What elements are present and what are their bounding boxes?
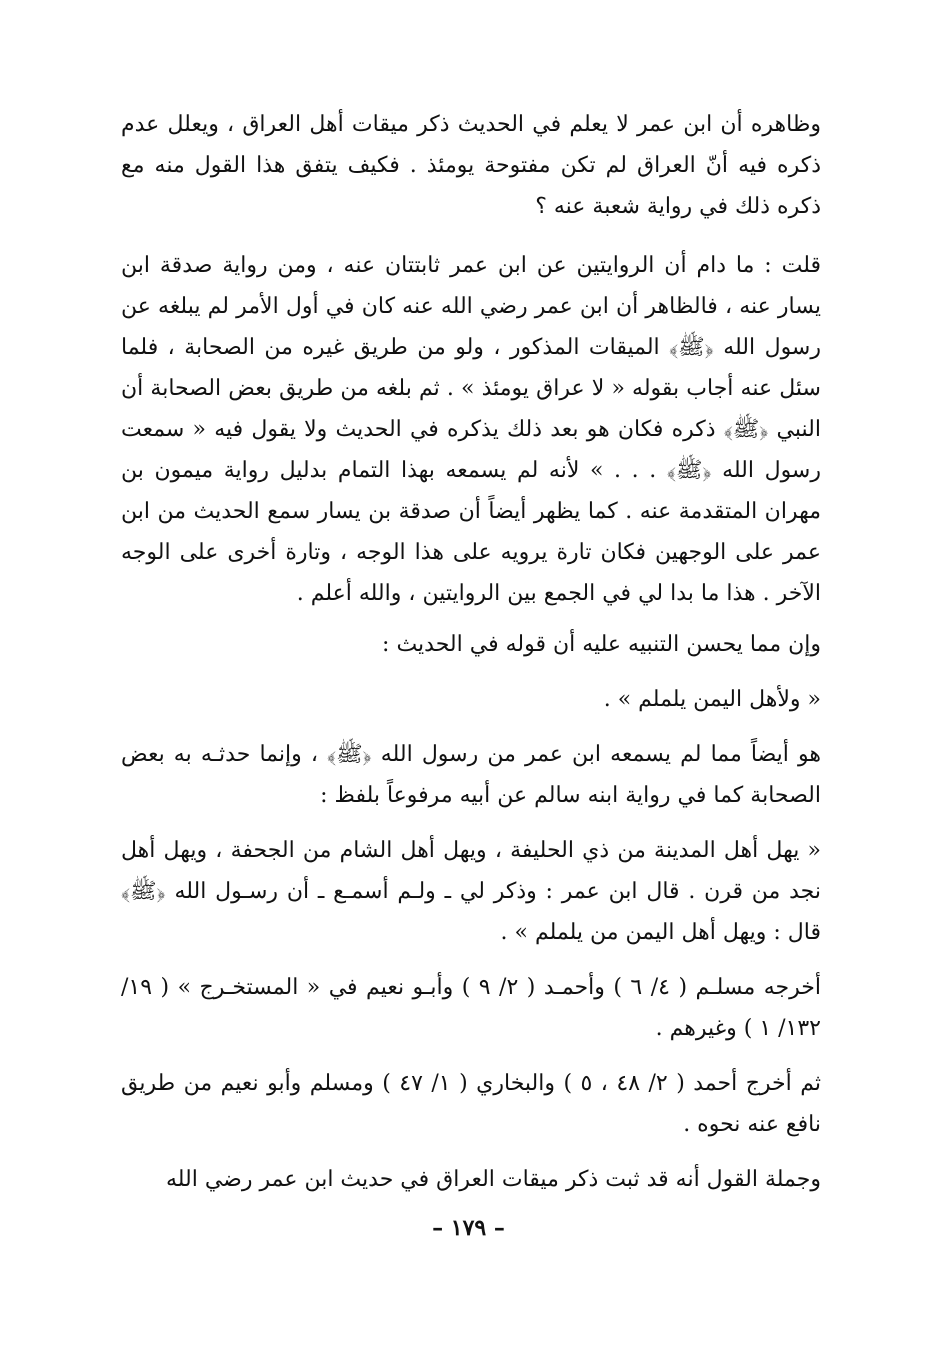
paragraph-1: وظاهره أن ابن عمر لا يعلم في الحديث ذكر ميقات أهل العراق ، ويعلل عدم ذكره فيه أنّ العراق لم تكن مفتوحة يومئذ . فكيف يتفق هذا القول منه مع ذكره ذلك في رواية شعبة عنه ؟ xyxy=(121,112,821,219)
page-number: – ١٧٩ – xyxy=(432,1215,505,1241)
paragraph-takhrij-2: ثم أخرج أحمد ( ٢/ ٤٨ ، ٥ ) والبخاري ( ١/ ٤٧ ) ومسلم وأبو نعيم من طريق نافع عنه نحوه . xyxy=(121,1071,821,1137)
quote-hadith: « يهل أهل المدينة من ذي الحليفة ، ويهل أهل الشام من الجحفة ، ويهل أهل نجد من قرن . قال ابن عمر : وذكر لي ـ ولـم أسمـع ـ أن رسـول الله ﴿ﷺ﴾ قال : ويهل أهل اليمن من يلملم » . xyxy=(121,838,821,945)
paragraph-takhrij-1: أخرجه مسلـم ( ٤/ ٦ ) وأحمـد ( ٢/ ٩ ) وأبـو نعيم في « المستخـرج » ( ١٩/ ١٣٢/ ١ ) وغيرهم . xyxy=(121,975,822,1041)
paragraph-3: وإن مما يحسن التنبيه عليه أن قوله في الحديث : xyxy=(382,632,821,657)
quote-yalamlam: « ولأهل اليمن يلملم » . xyxy=(603,687,821,712)
body-text xyxy=(121,104,821,1200)
paragraph-4: هو أيضاً مما لم يسمعه ابن عمر من رسول الله ﴿ﷺ﴾ ، وإنما حدثـه به بعض الصحابة كما في رواية ابنه سالم عن أبيه مرفوعاً بلفظ : xyxy=(121,742,821,808)
paragraph-conclusion: وجملة القول أنه قد ثبت ذكر ميقات العراق في حديث ابن عمر رضي الله xyxy=(165,1167,821,1192)
paragraph-2: قلت : ما دام أن الروايتين عن ابن عمر ثابتتان عنه ، ومن رواية صدقة ابن يسار عنه ، فالظاهر أن ابن عمر رضي الله عنه كان في أول الأمر لم يبلغه عن رسول الله ﴿ﷺ﴾ الميقات المذكور ، ولو من طريق غيره من الصحابة ، فلما سئل عنه أجاب بقوله « لا عراق يومئذ » . ثم بلغه من طريق بعض الصحابة أن النبي ﴿ﷺ﴾ ذكره فكان هو بعد ذلك يذكره في الحديث ولا يقول فيه « سمعت رسول الله ﴿ﷺ﴾ . . . » لأنه لم يسمعه بهذا التمام بدليل رواية ميمون بن مهران المتقدمة عنه . كما يظهر أيضاً أن صدقة بن يسار سمع الحديث من ابن عمر على الوجهين فكان تارة يرويه على هذا الوجه ، وتارة أخرى على الوجه الآخر . هذا ما بدا لي في الجمع بين الروايتين ، والله أعلم . xyxy=(121,253,821,606)
